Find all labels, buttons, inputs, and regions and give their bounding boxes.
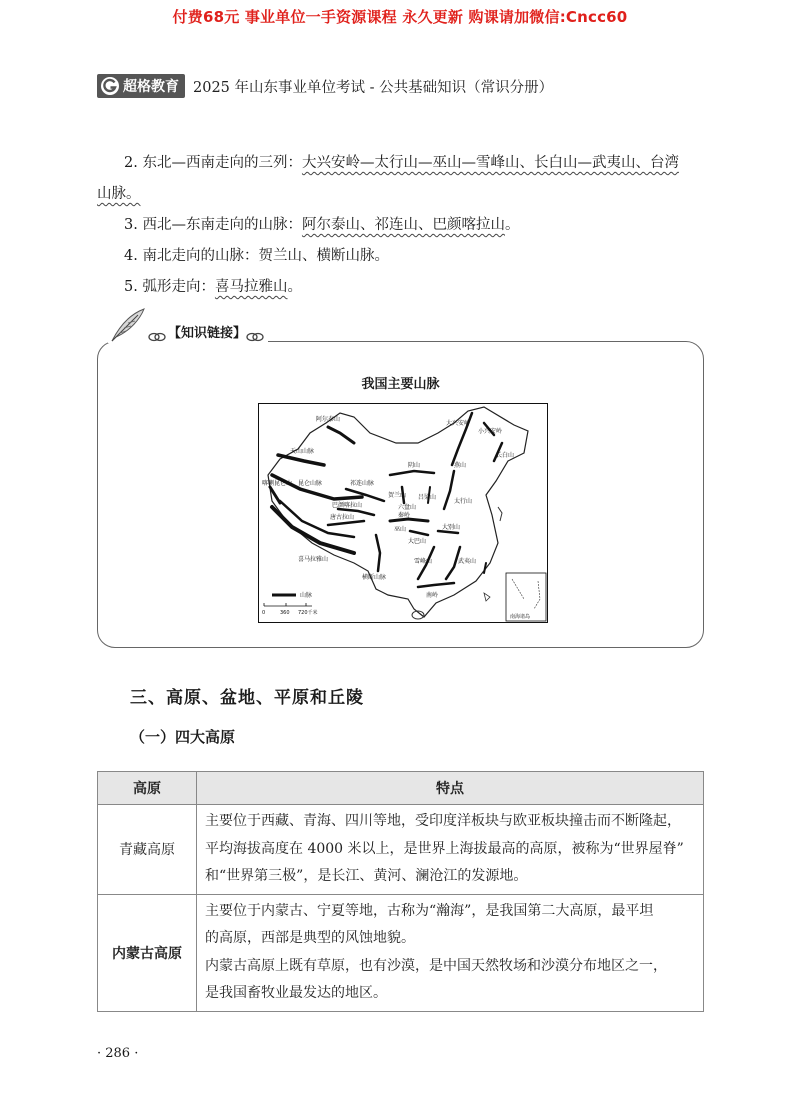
mountain-label: 六盘山	[398, 504, 417, 511]
china-mountains-map	[258, 403, 548, 623]
plateau-description: 主要位于内蒙古、宁夏等地，古称为“瀚海”，是我国第二大高原，最平坦 的高原，西部是典型的风蚀地貌。 内蒙古高原上既有草原，也有沙漠，是中国天然牧场和沙漠分布地区之一， 是我国畜牧业最发达的地区。	[197, 894, 704, 1011]
mountain-label: 唐古拉山	[330, 514, 355, 521]
logo-text: 超格教育	[123, 79, 179, 95]
mountain-label: 小兴安岭	[478, 428, 503, 435]
mountain-label: 太行山	[454, 498, 473, 505]
mountain-label: 燕山	[454, 462, 467, 469]
list-item: 3. 西北—东南走向的山脉：阿尔泰山、祁连山、巴颜喀拉山。	[124, 217, 520, 233]
mountain-direction-list	[97, 148, 705, 303]
plateau-description: 主要位于西藏、青海、四川等地，受印度洋板块与欧亚板块撞击而不断隆起， 平均海拔高度在 4000 米以上，是世界上海拔最高的高原，被称为“世界屋脊” 和“世界第三极”，是长江、黄河、澜沧江的发源地。	[197, 805, 704, 895]
mountain-label: 昆仑山脉	[298, 480, 323, 487]
mountain-label: 武夷山	[458, 558, 477, 565]
mountain-label: 贺兰山	[388, 492, 407, 499]
mountain-label: 祁连山脉	[350, 480, 375, 487]
plateau-name: 内蒙古高原	[98, 894, 197, 1011]
logo-g-icon	[100, 76, 120, 96]
table-row	[98, 894, 704, 1011]
mountain-label: 横断山脉	[362, 574, 387, 581]
header-title: 2025 年山东事业单位考试 - 公共基础知识（常识分册）	[193, 79, 554, 96]
list-item: 4. 南北走向的山脉：贺兰山、横断山脉。	[124, 248, 389, 264]
table-header-cell: 高原	[98, 772, 197, 805]
list-item: 5. 弧形走向：喜马拉雅山。	[124, 279, 302, 295]
mountain-label: 大巴山	[408, 538, 427, 545]
mountain-label: 南岭	[426, 592, 439, 599]
table-header-cell: 特点	[197, 772, 704, 805]
mountain-label: 巴颜喀拉山	[332, 502, 363, 509]
table-header-row	[98, 772, 704, 805]
chain-link-icon	[246, 331, 264, 343]
chain-link-icon	[148, 331, 166, 343]
section-subheading: （一）四大高原	[130, 728, 236, 746]
plateau-name: 青藏高原	[98, 805, 197, 895]
scale-label: 0	[262, 610, 266, 616]
underlined-term: 大兴安岭—太行山—巫山—雪峰山、长白山—武夷山、台湾	[301, 155, 679, 171]
mountain-label: 大兴安岭	[446, 420, 471, 427]
publisher-logo	[97, 74, 185, 98]
knowledge-link-label: 【知识链接】	[168, 326, 247, 341]
underlined-term: 喜马拉雅山	[214, 279, 288, 295]
mountain-label: 阿尔泰山	[316, 416, 341, 423]
scale-label: 720千米	[298, 610, 318, 616]
mountain-label: 喀喇昆仑山	[262, 480, 293, 487]
scale-label: 360	[280, 610, 290, 616]
table-row	[98, 805, 704, 895]
list-item: 2. 东北—西南走向的三列：大兴安岭—太行山—巫山—雪峰山、长白山—武夷山、台湾	[124, 155, 679, 171]
mountain-label: 雪峰山	[414, 558, 433, 565]
south-china-sea-inset	[506, 573, 546, 621]
mountain-label: 大别山	[442, 524, 461, 531]
inset-label: 南海诸岛	[510, 614, 531, 620]
underlined-term: 阿尔泰山、祁连山、巴颜喀拉山	[301, 217, 505, 233]
feather-quill-icon	[108, 307, 148, 343]
mountain-label: 天山山脉	[290, 448, 315, 455]
page-header	[97, 74, 553, 98]
mountain-label: 秦岭	[398, 512, 411, 519]
mountain-label: 巫山	[394, 526, 407, 533]
knowledge-link-tag	[108, 307, 268, 343]
page-number: · 286 ·	[97, 1046, 139, 1061]
mountain-label: 阴山	[408, 462, 421, 469]
map-title: 我国主要山脉	[361, 377, 440, 392]
legend-label: 山脉	[300, 592, 313, 599]
mountain-label: 喜马拉雅山	[298, 556, 329, 563]
section-heading: 三、高原、盆地、平原和丘陵	[130, 688, 364, 708]
list-item-continuation: 山脉。	[97, 186, 141, 202]
mountain-label: 吕梁山	[418, 494, 437, 501]
mountain-label: 长白山	[496, 452, 515, 459]
plateaus-table	[97, 771, 704, 1012]
watermark-banner: 付费68元 事业单位一手资源课程 永久更新 购课请加微信:Cncc60	[172, 8, 628, 26]
